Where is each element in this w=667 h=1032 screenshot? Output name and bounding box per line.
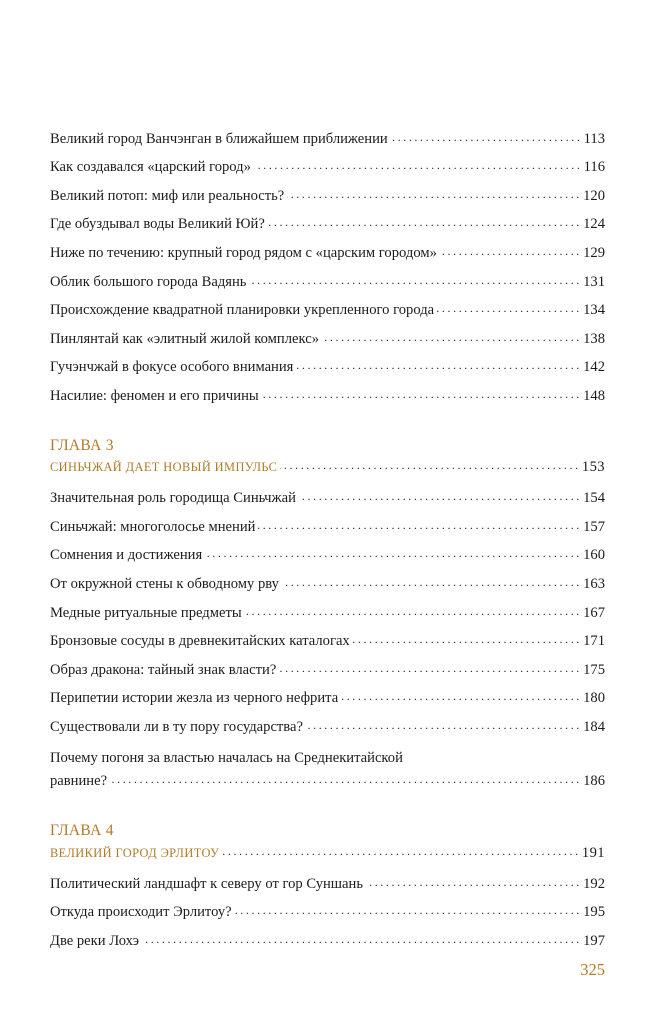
- entry-page-number: 134: [583, 302, 605, 319]
- entry-title: Где обуздывал воды Великий Юй?: [50, 216, 265, 233]
- entry-page-number: 184: [583, 718, 605, 735]
- table-of-contents: [50, 128, 605, 959]
- toc-entry[interactable]: [50, 930, 605, 959]
- entry-page-number: 186: [583, 773, 605, 790]
- toc-entry[interactable]: [50, 328, 605, 357]
- entry-page-number: 157: [583, 518, 605, 535]
- toc-entry[interactable]: [50, 573, 605, 602]
- dot-leader: [262, 385, 579, 400]
- entry-page-number: 116: [583, 159, 605, 176]
- entry-title: Перипетии истории жезла из черного нефрита: [50, 690, 339, 707]
- entry-title: Синьчжай: многоголосье мнений: [50, 518, 256, 535]
- dot-leader: [110, 771, 579, 786]
- chapter-title-entry[interactable]: [50, 459, 605, 488]
- dot-leader: [437, 300, 579, 315]
- entry-page-number: 131: [583, 273, 605, 290]
- chapter-title-entry[interactable]: [50, 844, 605, 873]
- dot-leader: [142, 930, 579, 945]
- entry-page-number: 197: [583, 932, 605, 949]
- dot-leader: [287, 185, 579, 200]
- dot-leader: [299, 488, 579, 503]
- entry-title: Насилие: феномен и его причины: [50, 387, 259, 404]
- dot-leader: [322, 328, 579, 343]
- dot-leader: [282, 573, 579, 588]
- entry-title: Сомнения и достижения: [50, 547, 203, 564]
- entry-page-number: 138: [583, 330, 605, 347]
- entry-title: От окружной стены к обводному рву: [50, 575, 279, 592]
- chapter-4-section: [50, 818, 605, 958]
- dot-leader: [366, 873, 579, 888]
- chapter-label: ГЛАВА 3: [50, 436, 114, 454]
- chapter-label: ГЛАВА 4: [50, 822, 114, 840]
- toc-entry[interactable]: [50, 300, 605, 329]
- chapter-title: СИНЬЧЖАЙ ДАЕТ НОВЫЙ ИМПУЛЬС: [50, 460, 278, 475]
- entry-title: Великий город Ванчэнган в ближайшем приближении: [50, 130, 388, 147]
- entry-title: Как создавался «царский город»: [50, 159, 251, 176]
- toc-entry[interactable]: [50, 185, 605, 214]
- entry-title: Значительная роль городища Синьчжай: [50, 490, 296, 507]
- entry-page-number: 129: [583, 244, 605, 261]
- dot-leader: [341, 688, 579, 703]
- entry-page-number: 171: [583, 633, 605, 650]
- entry-title-line-2-row: [50, 771, 605, 800]
- dot-leader: [391, 128, 580, 143]
- dot-leader: [268, 214, 579, 229]
- entry-page-number: 195: [583, 904, 605, 921]
- toc-entry[interactable]: [50, 385, 605, 414]
- entry-title: Пинлянтай как «элитный жилой комплекс»: [50, 330, 319, 347]
- dot-leader: [296, 357, 579, 372]
- entry-title: Политический ландшафт к северу от гор Суншань: [50, 875, 363, 892]
- entry-title: Происхождение квадратной планировки укрепленного города: [50, 302, 435, 319]
- entry-title: Медные ритуальные предметы: [50, 604, 242, 621]
- dot-leader: [279, 659, 579, 674]
- dot-leader: [280, 459, 578, 471]
- entry-title-line-2: равнине?: [50, 773, 108, 790]
- entry-page-number: 154: [583, 490, 605, 507]
- entry-page-number: 113: [583, 130, 605, 147]
- dot-leader: [440, 242, 579, 257]
- dot-leader: [353, 631, 579, 646]
- entry-page-number: 160: [583, 547, 605, 564]
- entry-title: Откуда происходит Эрлитоу?: [50, 904, 232, 921]
- dot-leader: [258, 516, 579, 531]
- entry-page-number: 191: [581, 844, 605, 861]
- entry-page-number: 175: [583, 661, 605, 678]
- entry-page-number: 180: [583, 690, 605, 707]
- toc-entry[interactable]: [50, 873, 605, 902]
- dot-leader: [245, 602, 579, 617]
- toc-entry[interactable]: [50, 157, 605, 186]
- toc-section-previous: [50, 128, 605, 414]
- dot-leader: [222, 844, 578, 856]
- chapter-title: ВЕЛИКИЙ ГОРОД ЭРЛИТОУ: [50, 845, 220, 860]
- entry-title: Образ дракона: тайный знак власти?: [50, 661, 277, 678]
- toc-entry[interactable]: [50, 545, 605, 574]
- entry-page-number: 142: [583, 359, 605, 376]
- dot-leader: [205, 545, 579, 560]
- dot-leader: [254, 157, 580, 172]
- dot-leader: [306, 716, 579, 731]
- toc-entry[interactable]: [50, 214, 605, 243]
- toc-entry[interactable]: [50, 357, 605, 386]
- entry-page-number: 148: [583, 387, 605, 404]
- entry-page-number: 192: [583, 875, 605, 892]
- dot-leader: [235, 902, 579, 917]
- entry-page-number: 120: [583, 187, 605, 204]
- toc-entry[interactable]: [50, 242, 605, 271]
- entry-page-number: 124: [583, 216, 605, 233]
- entry-title: Гучэнчжай в фокусе особого внимания: [50, 359, 294, 376]
- entry-page-number: 163: [583, 575, 605, 592]
- entry-page-number: 167: [583, 604, 605, 621]
- toc-entry[interactable]: [50, 602, 605, 631]
- entry-title: Бронзовые сосуды в древнекитайских каталогах: [50, 633, 350, 650]
- entry-title: Ниже по течению: крупный город рядом с «царским городом»: [50, 244, 437, 261]
- entry-title: Облик большого города Вадянь: [50, 273, 247, 290]
- dot-leader: [249, 271, 579, 286]
- toc-entry[interactable]: [50, 659, 605, 688]
- chapter-3-section: [50, 433, 605, 800]
- toc-entry[interactable]: [50, 271, 605, 300]
- entry-page-number: 153: [581, 459, 605, 476]
- toc-entry[interactable]: [50, 516, 605, 545]
- toc-entry[interactable]: [50, 716, 605, 745]
- toc-entry[interactable]: [50, 688, 605, 717]
- entry-title: Две реки Лохэ: [50, 932, 140, 949]
- toc-entry[interactable]: [50, 128, 605, 157]
- entry-title-line-1: Почему погоня за властью началась на Среднекитайской: [50, 749, 403, 766]
- toc-entry-multiline[interactable]: [50, 745, 605, 800]
- toc-entry[interactable]: [50, 902, 605, 931]
- toc-entry[interactable]: [50, 488, 605, 517]
- entry-title: Великий потоп: миф или реальность?: [50, 187, 285, 204]
- entry-title: Существовали ли в ту пору государства?: [50, 718, 303, 735]
- page-number: 325: [580, 960, 605, 979]
- toc-entry[interactable]: [50, 631, 605, 660]
